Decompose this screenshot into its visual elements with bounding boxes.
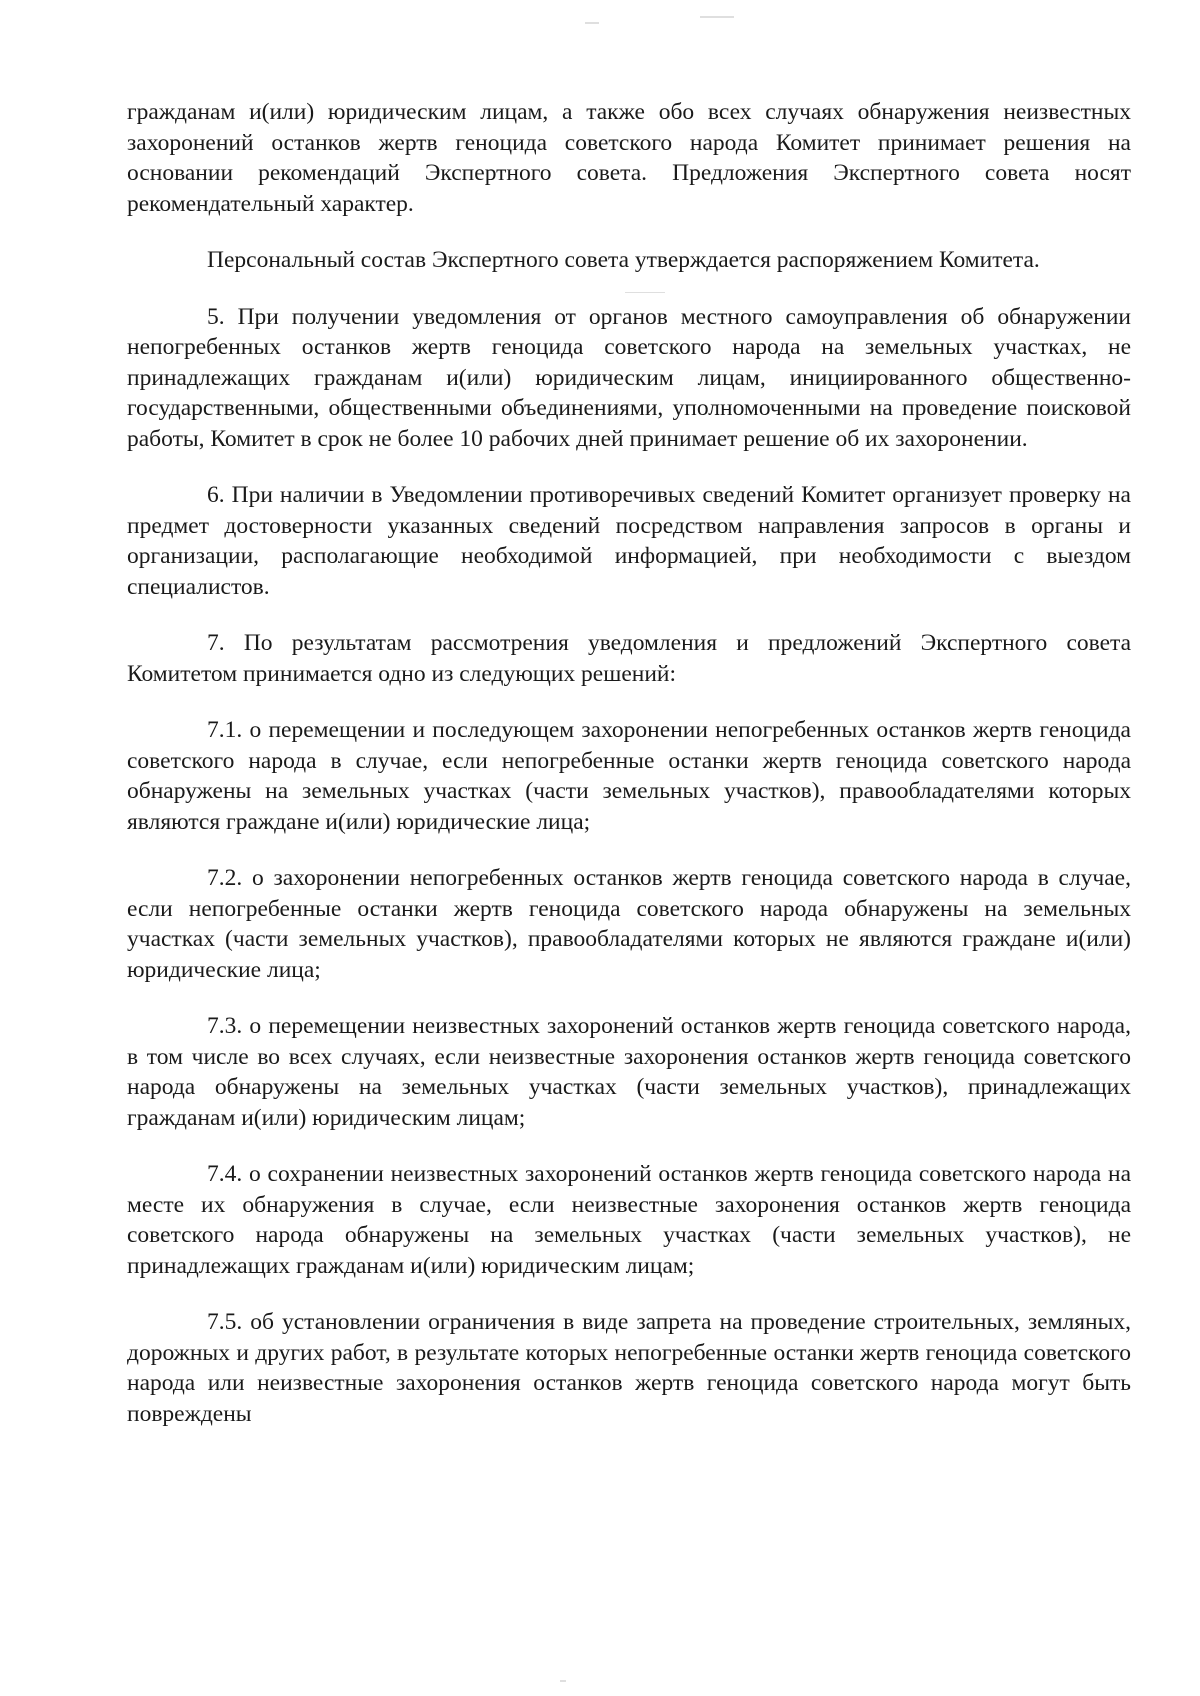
scan-artifact <box>560 1680 566 1682</box>
paragraph-7-2: 7.2. о захоронении непогребенных останков жертв геноцида советского народа в случае, если непогребенные останки жертв геноцида советского народа обнаружены на земельных участках (части земельных участков), правообладателями которых не являются граждане и(или) юридические лица; <box>127 865 1131 983</box>
paragraph-expert-council: Персональный состав Экспертного совета утверждается распоряжением Комитета. <box>207 247 1040 273</box>
scan-artifact <box>700 16 734 18</box>
paragraph-7: 7. По результатам рассмотрения уведомления и предложений Экспертного совета Комитетом принимается одно из следующих решений: <box>127 630 1131 687</box>
paragraph-7-1: 7.1. о перемещении и последующем захоронении непогребенных останков жертв геноцида советского народа в случае, если непогребенные останки жертв геноцида советского народа обнаружены на земельных участках (части земельных участков), правообладателями которых являются граждане и(или) юридические лица; <box>127 717 1131 835</box>
paragraph-continuation: гражданам и(или) юридическим лицам, а также обо всех случаях обнаружения неизвестных захоронений останков жертв геноцида советского народа Комитет принимает решения на основании рекомендаций Экспертного совета. Предложения Экспертного совета носят рекомендательный характер. <box>127 99 1131 217</box>
scan-artifact <box>585 22 599 24</box>
paragraph-5: 5. При получении уведомления от органов местного самоуправления об обнаружении непогребенных останков жертв геноцида советского народа на земельных участках, не принадлежащих гражданам и(или) юридическим лицам, инициированного общественно-государственными, общественными объединениями, уполномоченными на проведение поисковой работы, Комитет в срок не более 10 рабочих дней принимает решение об их захоронении. <box>127 303 1131 452</box>
paragraph-7-5: 7.5. об установлении ограничения в виде запрета на проведение строительных, земляных, дорожных и других работ, в результате которых непогребенные останки жертв геноцида советского народа или неизвестные захоронения останков жертв геноцида советского народа могут быть повреждены <box>127 1309 1131 1427</box>
paragraph-7-3: 7.3. о перемещении неизвестных захоронений останков жертв геноцида советского народа, в том числе во всех случаях, если неизвестные захоронения останков жертв геноцида советского народа обнаружены на земельных участках (части земельных участков), принадлежащих гражданам и(или) юридическим лицам; <box>127 1013 1131 1131</box>
document-body <box>127 97 1131 1455</box>
paragraph-7-4: 7.4. о сохранении неизвестных захоронений останков жертв геноцида советского народа на месте их обнаружения в случае, если неизвестные захоронения останков жертв геноцида советского народа обнаружены на земельных участках (части земельных участков), не принадлежащих гражданам и(или) юридическим лицам; <box>127 1161 1131 1279</box>
paragraph-6: 6. При наличии в Уведомлении противоречивых сведений Комитет организует проверку на предмет достоверности указанных сведений посредством направления запросов в органы и организации, располагающие необходимой информацией, при необходимости с выездом специалистов. <box>127 482 1131 600</box>
